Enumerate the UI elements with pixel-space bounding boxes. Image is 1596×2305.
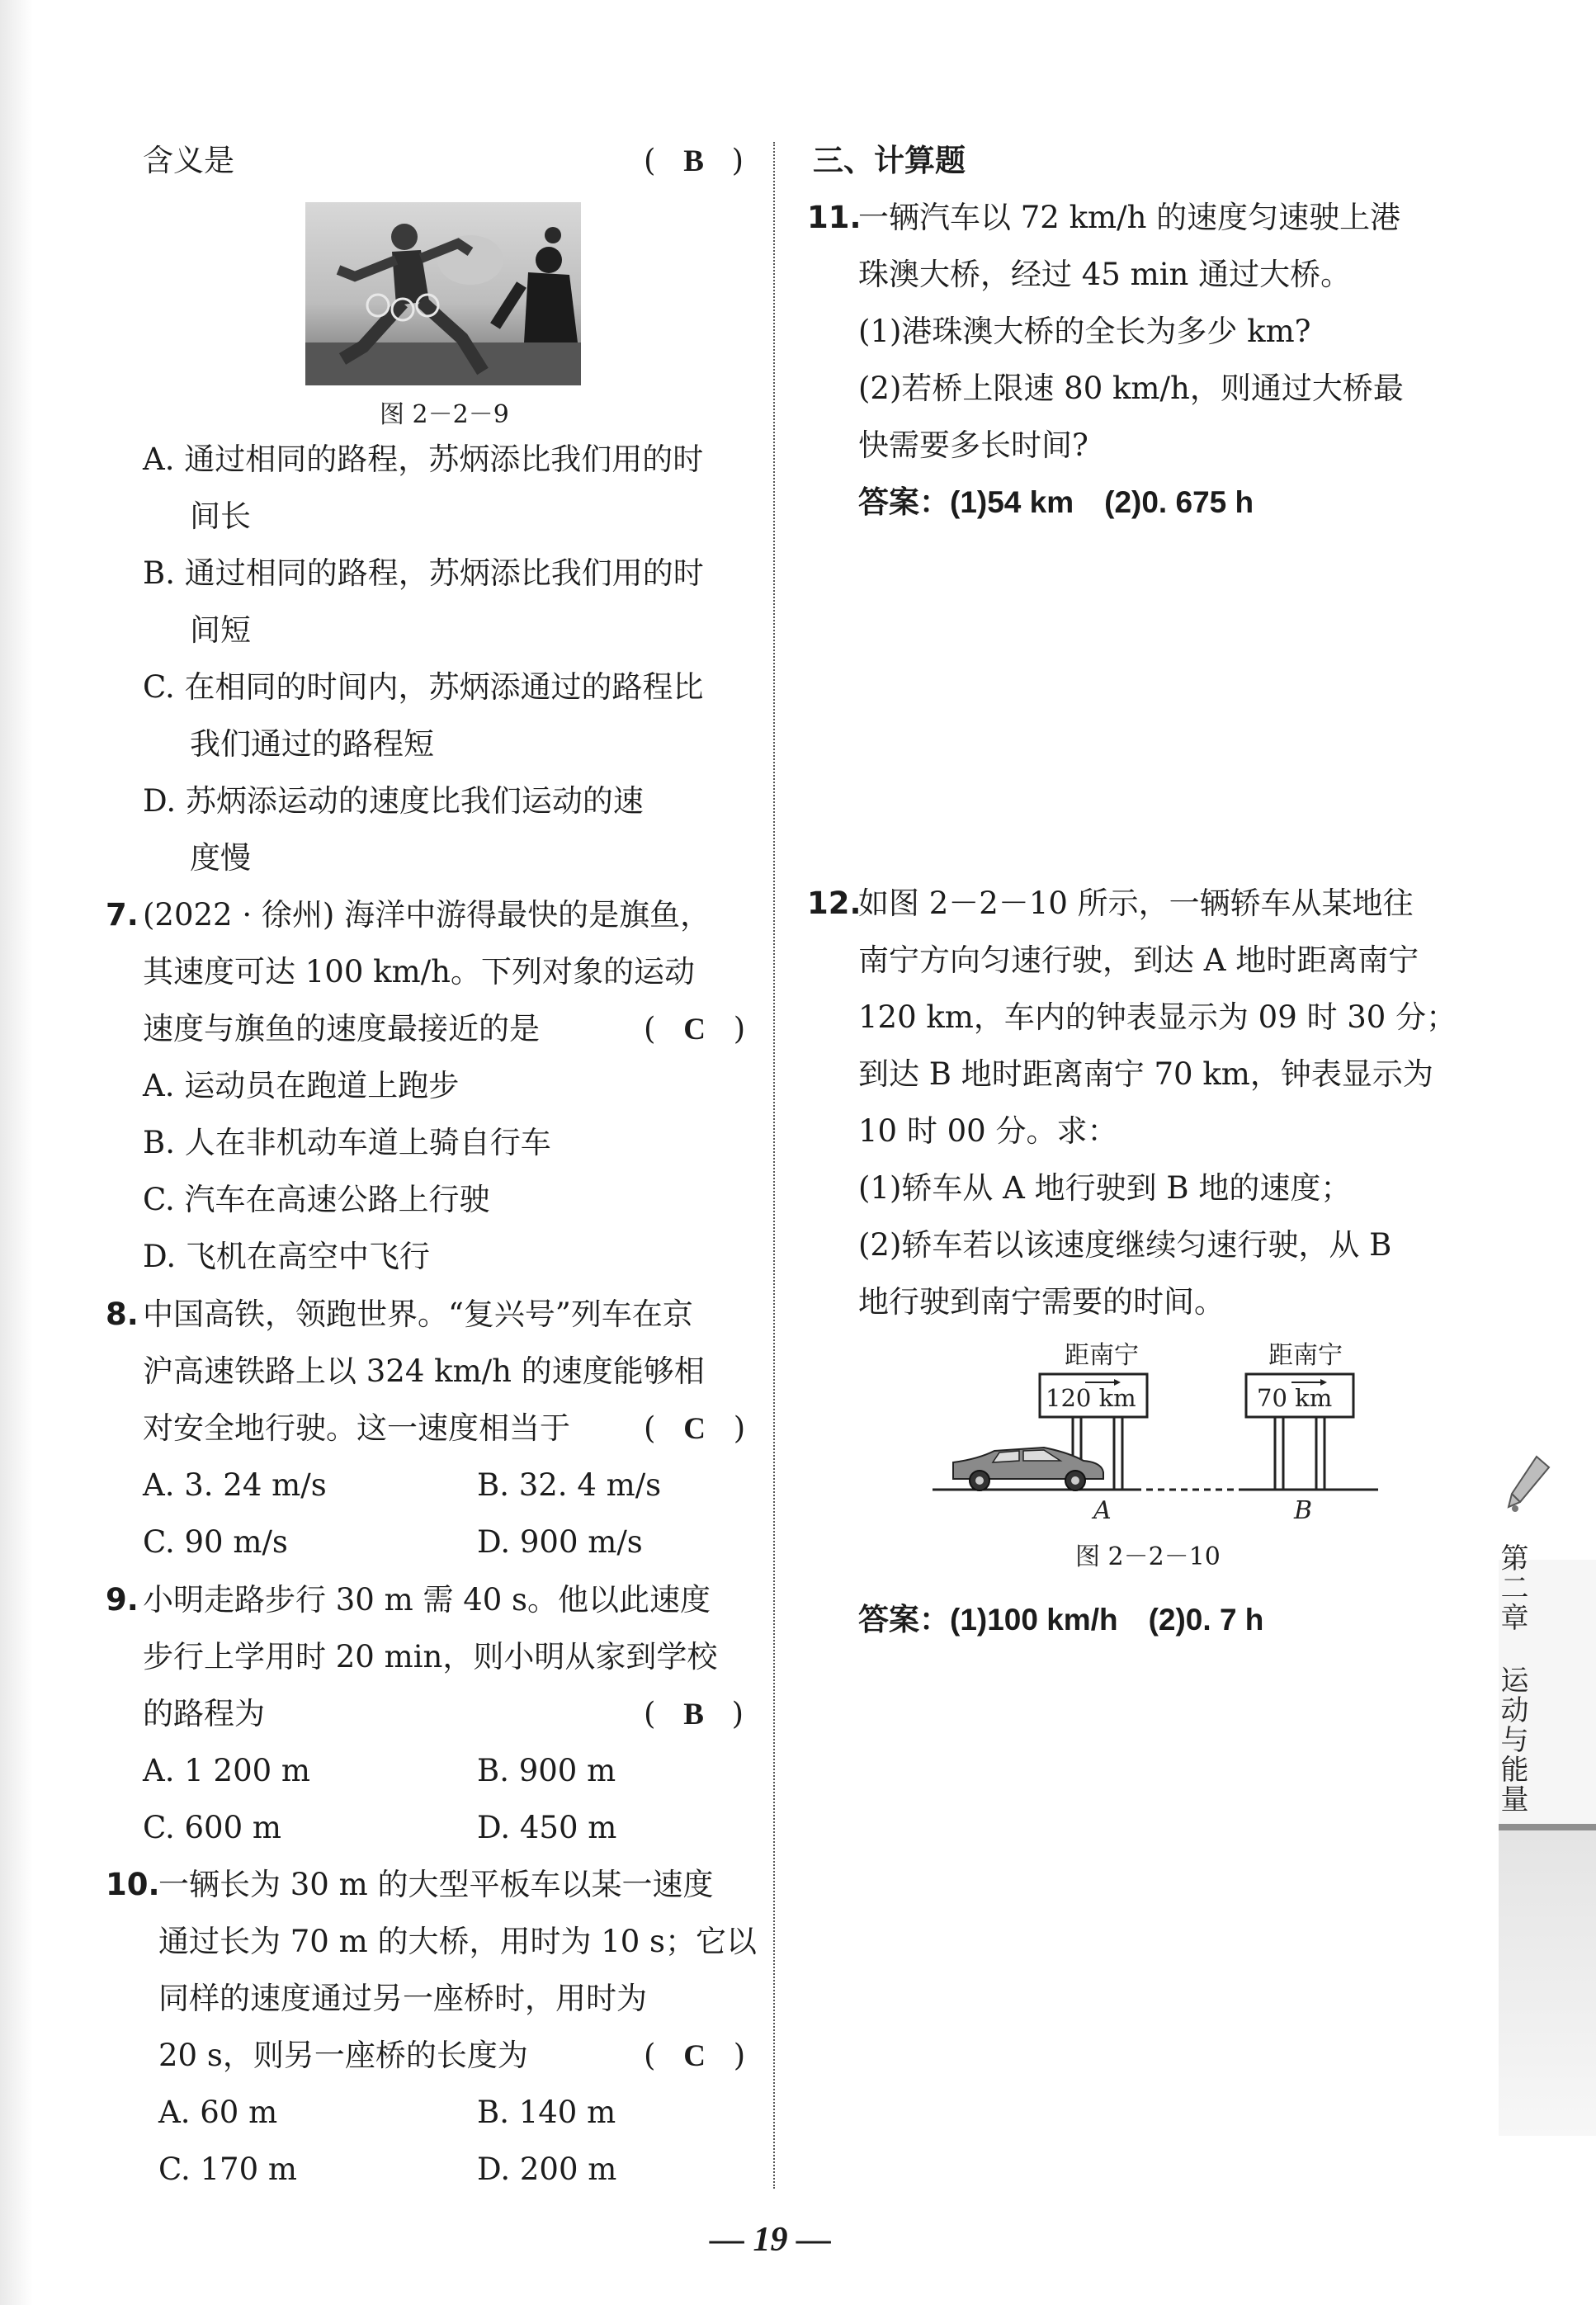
q8-option-d: D. 900 m/s bbox=[477, 1524, 643, 1560]
q7-stem-3: 速度与旗鱼的速度最接近的是 bbox=[143, 1011, 540, 1046]
q9-option-b: B. 900 m bbox=[477, 1753, 616, 1788]
q11-answer: 答案：(1)54 km (2)0. 675 h bbox=[858, 485, 1254, 519]
q6-tail-text: 含义是 bbox=[143, 143, 234, 178]
q9-stem-2: 步行上学用时 20 min，则小明从家到学校 bbox=[143, 1639, 718, 1674]
q6-option-d-cont: 度慢 bbox=[190, 840, 251, 876]
q9-option-a: A. 1 200 m bbox=[143, 1753, 311, 1788]
q8-answer: ( C ) bbox=[644, 1410, 746, 1446]
q9-option-c: C. 600 m bbox=[143, 1810, 281, 1845]
q10-number: 10. bbox=[106, 1867, 160, 1902]
q12-stem-5: 10 时 00 分。求： bbox=[858, 1113, 1118, 1149]
page-edge-shadow bbox=[0, 0, 33, 2305]
photo-caption: 图 2－2－9 bbox=[380, 400, 509, 429]
q8-option-a: A. 3. 24 m/s bbox=[143, 1467, 327, 1503]
sign-a-title: 距南宁 bbox=[1065, 1341, 1139, 1370]
page-number: — 19 — bbox=[710, 2221, 831, 2259]
q7-option-a: A. 运动员在跑道上跑步 bbox=[143, 1068, 460, 1103]
q7-stem-1: (2022 · 徐州) 海洋中游得最快的是旗鱼， bbox=[143, 897, 711, 933]
q10-stem-3: 同样的速度通过另一座桥时，用时为 bbox=[158, 1981, 647, 2016]
q10-answer: ( C ) bbox=[644, 2038, 746, 2073]
q11-part-1: (1)港珠澳大桥的全长为多少 km? bbox=[858, 314, 1311, 349]
q6-option-b: B. 通过相同的路程，苏炳添比我们用的时 bbox=[143, 555, 704, 591]
road-sign-figure bbox=[928, 1337, 1391, 1527]
sign-a-distance: 120 km bbox=[1046, 1384, 1136, 1412]
q11-number: 11. bbox=[807, 200, 862, 235]
q12-stem-3: 120 km，车内的钟表显示为 09 时 30 分； bbox=[858, 999, 1457, 1035]
q8-option-c: C. 90 m/s bbox=[143, 1524, 288, 1560]
q12-number: 12. bbox=[807, 886, 862, 921]
q7-option-b: B. 人在非机动车道上骑自行车 bbox=[143, 1125, 551, 1160]
q6-option-a: A. 通过相同的路程，苏炳添比我们用的时 bbox=[143, 442, 704, 477]
q6-option-c-cont: 我们通过的路程短 bbox=[190, 726, 434, 762]
figure-caption: 图 2－2－10 bbox=[1075, 1542, 1221, 1571]
chapter-title: 运动与能量 bbox=[1495, 1665, 1528, 1814]
q8-number: 8. bbox=[106, 1297, 139, 1332]
q6-option-c: C. 在相同的时间内，苏炳添通过的路程比 bbox=[143, 669, 704, 705]
q12-part-2-cont: 地行驶到南宁需要的时间。 bbox=[858, 1284, 1225, 1320]
chapter-number: 第二章 bbox=[1495, 1543, 1528, 1632]
q8-stem-3: 对安全地行驶。这一速度相当于 bbox=[143, 1410, 570, 1446]
q12-answer: 答案：(1)100 km/h (2)0. 7 h bbox=[858, 1603, 1264, 1637]
q7-option-d: D. 飞机在高空中飞行 bbox=[143, 1239, 430, 1274]
point-b-label: B bbox=[1294, 1496, 1313, 1525]
q12-stem-2: 南宁方向匀速行驶，到达 A 地时距离南宁 bbox=[858, 942, 1419, 978]
q10-option-c: C. 170 m bbox=[158, 2151, 297, 2187]
q12-part-1: (1)轿车从 A 地行驶到 B 地的速度； bbox=[858, 1170, 1352, 1206]
q8-stem-1: 中国高铁，领跑世界。“复兴号”列车在京 bbox=[143, 1297, 693, 1332]
pencil-icon bbox=[1504, 1452, 1553, 1519]
q10-option-a: A. 60 m bbox=[158, 2095, 278, 2130]
q10-stem-4: 20 s，则另一座桥的长度为 bbox=[158, 2038, 528, 2073]
q11-stem-1: 一辆汽车以 72 km/h 的速度匀速驶上港 bbox=[858, 200, 1401, 235]
q10-stem-2: 通过长为 70 m 的大桥，用时为 10 s；它以 bbox=[158, 1924, 758, 1959]
q12-part-2: (2)轿车若以该速度继续匀速行驶，从 B bbox=[858, 1227, 1392, 1263]
q10-stem-1: 一辆长为 30 m 的大型平板车以某一速度 bbox=[158, 1867, 714, 1902]
q6-option-d: D. 苏炳添运动的速度比我们运动的速 bbox=[143, 783, 644, 819]
chapter-tab-gradient bbox=[1499, 1824, 1596, 2136]
q9-number: 9. bbox=[106, 1582, 139, 1618]
sprinter-photo bbox=[305, 202, 581, 385]
q7-answer: ( C ) bbox=[644, 1011, 746, 1046]
q6-option-b-cont: 间短 bbox=[190, 612, 251, 648]
sign-b-distance: 70 km bbox=[1257, 1384, 1333, 1412]
q6-option-a-cont: 间长 bbox=[190, 498, 251, 534]
section-heading: 三、计算题 bbox=[813, 143, 966, 178]
q10-option-b: B. 140 m bbox=[477, 2095, 616, 2130]
q9-stem-1: 小明走路步行 30 m 需 40 s。他以此速度 bbox=[143, 1582, 711, 1618]
q8-stem-2: 沪高速铁路上以 324 km/h 的速度能够相 bbox=[143, 1353, 705, 1389]
q6-answer: ( B ) bbox=[644, 143, 744, 178]
q11-part-2: (2)若桥上限速 80 km/h，则通过大桥最 bbox=[858, 371, 1404, 406]
q7-option-c: C. 汽车在高速公路上行驶 bbox=[143, 1182, 490, 1217]
q9-stem-3: 的路程为 bbox=[143, 1696, 265, 1731]
q8-option-b: B. 32. 4 m/s bbox=[477, 1467, 662, 1503]
q9-option-d: D. 450 m bbox=[477, 1810, 617, 1845]
sign-b-title: 距南宁 bbox=[1268, 1341, 1343, 1370]
q11-stem-2: 珠澳大桥，经过 45 min 通过大桥。 bbox=[858, 257, 1352, 292]
q7-number: 7. bbox=[106, 897, 139, 933]
column-divider bbox=[773, 142, 775, 2189]
q12-stem-4: 到达 B 地时距离南宁 70 km，钟表显示为 bbox=[858, 1056, 1433, 1092]
q11-part-2-cont: 快需要多长时间? bbox=[858, 427, 1088, 463]
q7-stem-2: 其速度可达 100 km/h。下列对象的运动 bbox=[143, 954, 695, 990]
q12-stem-1: 如图 2－2－10 所示，一辆轿车从某地往 bbox=[858, 886, 1414, 921]
q9-answer: ( B ) bbox=[644, 1696, 744, 1731]
q10-option-d: D. 200 m bbox=[477, 2151, 617, 2187]
point-a-label: A bbox=[1093, 1496, 1112, 1525]
